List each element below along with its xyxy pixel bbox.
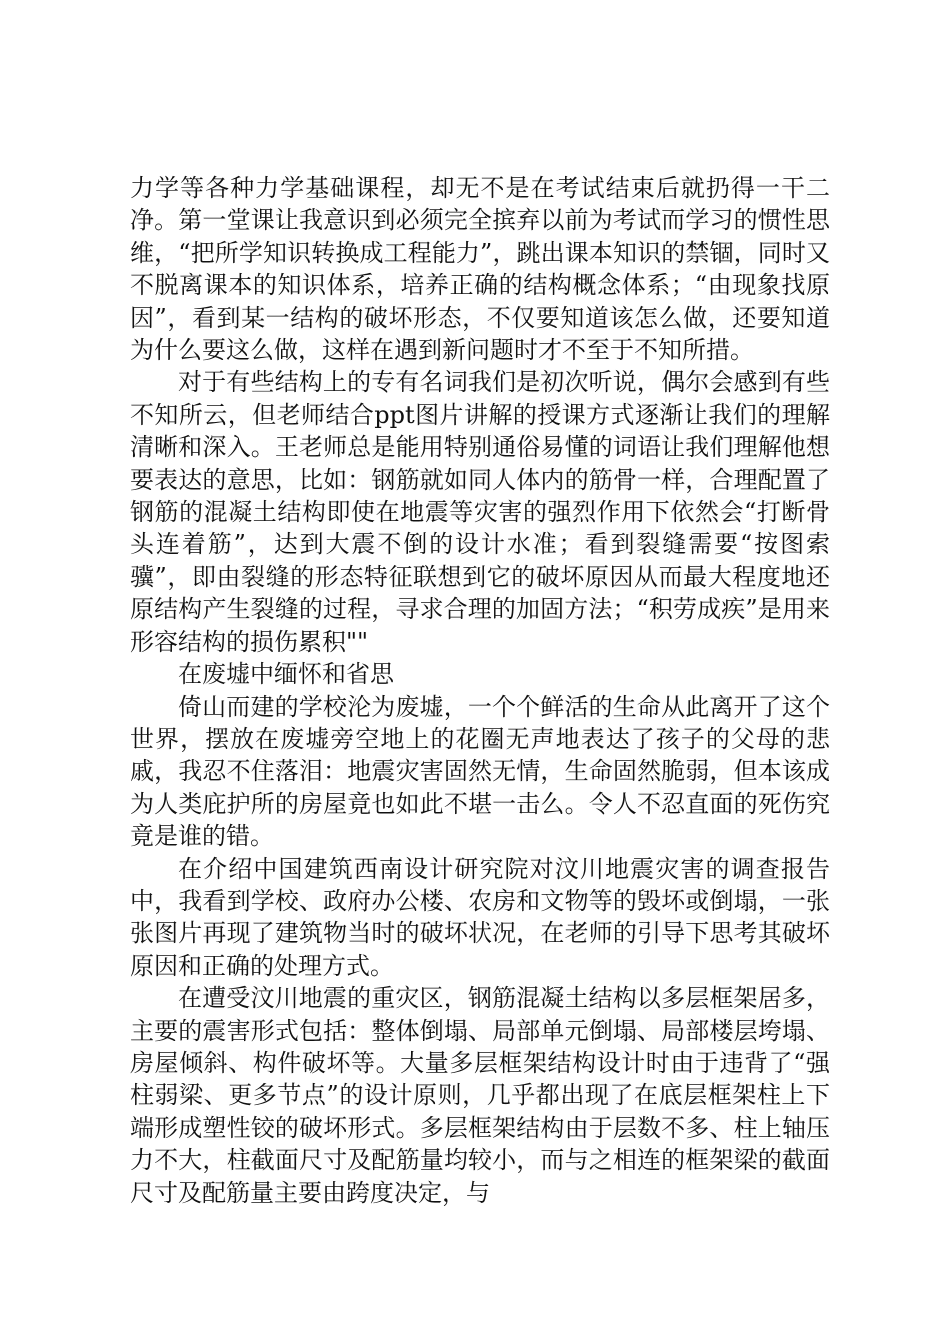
document-body — [130, 172, 830, 1209]
paragraph-continuation: 力学等各种力学基础课程，却无不是在考试结束后就扔得一干二净。第一堂课让我意识到必须完全摈弃以前为考试而学习的惯性思维，“把所学知识转换成工程能力”，跳出课本知识的禁锢，同时又不脱离课本的知识体系，培养正确的结构概念体系；“由现象找原因”，看到某一结构的破坏形态，不仅要知道该怎么做，还要知道为什么要这么做，这样在遇到新问题时才不至于不知所措。 — [130, 174, 830, 365]
paragraph-ruins: 倚山而建的学校沦为废墟，一个个鲜活的生命从此离开了这个世界，摆放在废墟旁空地上的花圈无声地表达了孩子的父母的悲戚，我忍不住落泪：地震灾害固然无情，生命固然脆弱，但本该成为人类庇护所的房屋竟也如此不堪一击么。令人不忍直面的死伤究竟是谁的错。 — [130, 692, 830, 851]
section-heading: 在废墟中缅怀和省思 — [178, 660, 394, 689]
paragraph-survey-report: 在介绍中国建筑西南设计研究院对汶川地震灾害的调查报告中，我看到学校、政府办公楼、农房和文物等的毁坏或倒塌，一张张图片再现了建筑物当时的破坏状况，在老师的引导下思考其破坏原因和正确的处理方式。 — [130, 854, 830, 980]
paragraph-terminology: 对于有些结构上的专有名词我们是初次听说，偶尔会感到有些不知所云，但老师结合ppt图片讲解的授课方式逐渐让我们的理解清晰和深入。王老师总是能用特别通俗易懂的词语让我们理解他想要表达的意思，比如：钢筋就如同人体内的筋骨一样，合理配置了钢筋的混凝土结构即使在地震等灾害的强烈作用下依然会“打断骨头连着筋”，达到大震不倒的设计水准；看到裂缝需要“按图索骥”，即由裂缝的形态特征联想到它的破坏原因从而最大程度地还原结构产生裂缝的过程，寻求合理的加固方法；“积劳成疾”是用来形容结构的损伤累积"" — [130, 368, 830, 656]
paragraph-frame-structures: 在遭受汶川地震的重灾区，钢筋混凝土结构以多层框架居多，主要的震害形式包括：整体倒塌、局部单元倒塌、局部楼层垮塌、房屋倾斜、构件破坏等。大量多层框架结构设计时由于违背了“强柱弱梁、更多节点”的设计原则，几乎都出现了在底层框架柱上下端形成塑性铰的破坏形式。多层框架结构由于层数不多、柱上轴压力不大，柱截面尺寸及配筋量均较小，而与之相连的框架梁的截面尺寸及配筋量主要由跨度决定，与 — [130, 984, 830, 1207]
